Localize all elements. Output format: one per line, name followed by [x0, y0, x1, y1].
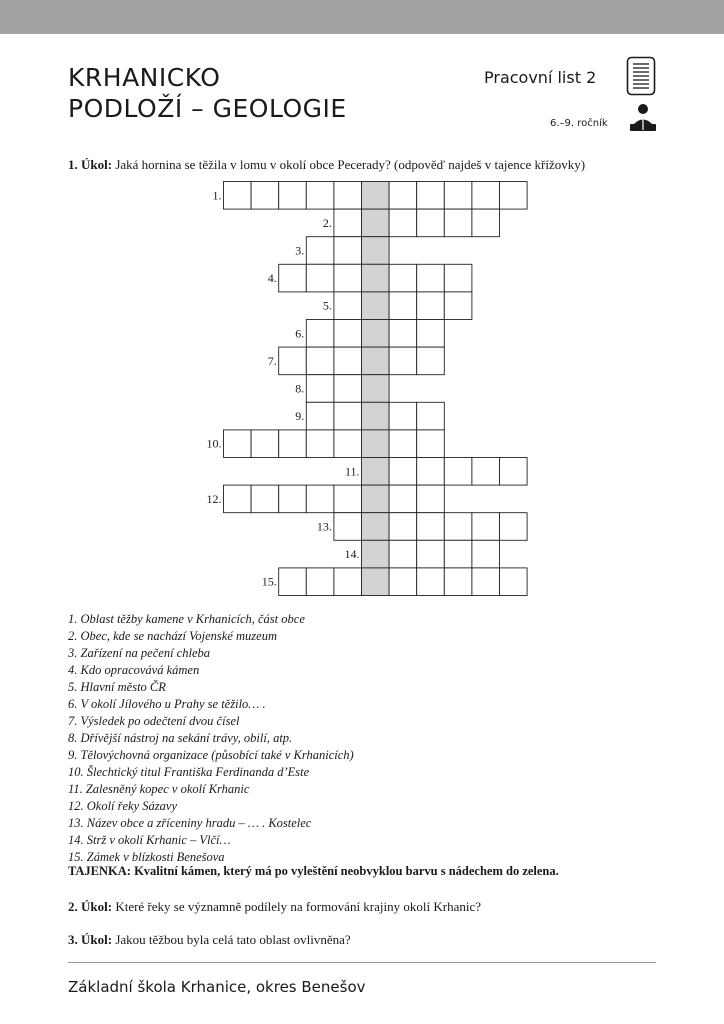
crossword-cell[interactable] [389, 568, 417, 596]
crossword-cell[interactable] [279, 568, 307, 596]
crossword-cell[interactable] [389, 347, 417, 375]
footer-divider [68, 962, 656, 963]
crossword-cell[interactable] [251, 182, 279, 210]
crossword-cell[interactable] [224, 182, 252, 210]
crossword-cell[interactable] [472, 458, 500, 486]
crossword-cell[interactable] [444, 292, 472, 320]
crossword-cell[interactable] [334, 430, 362, 458]
crossword-cell[interactable] [334, 568, 362, 596]
notepad-icon [626, 56, 656, 96]
reading-person-icon [628, 103, 658, 133]
row-number: 8. [295, 381, 305, 396]
tajenka-cell[interactable] [362, 375, 390, 403]
tajenka-cell[interactable] [362, 182, 390, 210]
crossword-cell[interactable] [279, 430, 307, 458]
task-1-text: Jaká hornina se těžila v lomu v okolí obce Pecerady? (odpověď najdeš v tajence křížovky) [112, 157, 586, 172]
crossword-cell[interactable] [417, 540, 445, 568]
row-number: 12. [206, 491, 222, 506]
tajenka-cell[interactable] [362, 347, 390, 375]
crossword-cell[interactable] [334, 485, 362, 513]
crossword-cell[interactable] [444, 568, 472, 596]
crossword-cell[interactable] [279, 347, 307, 375]
crossword-cell[interactable] [444, 540, 472, 568]
crossword-cell[interactable] [306, 375, 334, 403]
crossword-cell[interactable] [306, 264, 334, 292]
tajenka-cell[interactable] [362, 458, 390, 486]
crossword-cell[interactable] [417, 347, 445, 375]
crossword-cell[interactable] [444, 209, 472, 237]
task-2-label: 2. Úkol: [68, 899, 113, 914]
row-number: 7. [267, 353, 277, 368]
crossword-cell[interactable] [500, 568, 528, 596]
clue-item: 9. Tělovýchovná organizace (působící také v Krhanicích) [68, 748, 354, 762]
crossword-cell[interactable] [334, 209, 362, 237]
crossword-cell[interactable] [500, 182, 528, 210]
crossword-cell[interactable] [389, 182, 417, 210]
crossword-cell[interactable] [500, 513, 528, 541]
crossword-cell[interactable] [251, 430, 279, 458]
clue-item: 7. Výsledek po odečtení dvou čísel [68, 714, 240, 728]
tajenka-cell[interactable] [362, 320, 390, 348]
clue-item: 10. Šlechtický titul Františka Ferdinanda d’Este [68, 765, 310, 779]
crossword-cell[interactable] [444, 182, 472, 210]
clue-item: 1. Oblast těžby kamene v Krhanicích, část obce [68, 612, 305, 626]
crossword-cell[interactable] [306, 347, 334, 375]
crossword-cell[interactable] [417, 568, 445, 596]
crossword-cell[interactable] [334, 264, 362, 292]
crossword-cell[interactable] [472, 540, 500, 568]
crossword-cell[interactable] [389, 485, 417, 513]
crossword-cell[interactable] [500, 458, 528, 486]
row-number: 10. [206, 436, 222, 451]
crossword-cell[interactable] [389, 458, 417, 486]
tajenka-cell[interactable] [362, 237, 390, 265]
crossword-cell[interactable] [472, 209, 500, 237]
crossword-cell[interactable] [334, 513, 362, 541]
row-number: 3. [295, 243, 305, 258]
row-number: 15. [261, 574, 277, 589]
crossword-cell[interactable] [472, 513, 500, 541]
task-3-text: Jakou těžbou byla celá tato oblast ovlivněna? [112, 932, 351, 947]
crossword-cell[interactable] [417, 182, 445, 210]
row-number: 14. [344, 547, 360, 562]
crossword-cell[interactable] [334, 182, 362, 210]
crossword-cell[interactable] [224, 485, 252, 513]
crossword-cell[interactable] [389, 209, 417, 237]
crossword-cell[interactable] [279, 182, 307, 210]
tajenka-cell[interactable] [362, 568, 390, 596]
crossword-cell[interactable] [334, 292, 362, 320]
clue-item: 4. Kdo opracovává kámen [68, 663, 200, 677]
crossword-cell[interactable] [417, 292, 445, 320]
task-3 [68, 932, 351, 948]
crossword-cell[interactable] [334, 402, 362, 430]
clue-list [68, 611, 354, 866]
tajenka-cell[interactable] [362, 485, 390, 513]
tajenka-cell[interactable] [362, 540, 390, 568]
crossword-cell[interactable] [417, 513, 445, 541]
footer-school: Základní škola Krhanice, okres Benešov [68, 978, 366, 996]
crossword-cell[interactable] [306, 320, 334, 348]
tajenka-text: TAJENKA: Kvalitní kámen, který má po vyleštění neobvyklou barvu s nádechem do zelena. [68, 864, 559, 878]
crossword-cell[interactable] [389, 430, 417, 458]
crossword-cell[interactable] [334, 347, 362, 375]
tajenka-cell[interactable] [362, 513, 390, 541]
crossword-cell[interactable] [306, 402, 334, 430]
crossword-cell[interactable] [389, 320, 417, 348]
clue-item: 2. Obec, kde se nachází Vojenské muzeum [68, 629, 277, 643]
title-line-2: PODLOŽÍ – GEOLOGIE [68, 94, 347, 123]
clue-item: 15. Zámek v blízkosti Benešova [68, 850, 225, 864]
crossword-cell[interactable] [306, 485, 334, 513]
crossword-cell[interactable] [444, 458, 472, 486]
crossword-cell[interactable] [389, 292, 417, 320]
title-line-1: KRHANICKO [68, 63, 221, 92]
row-number: 1. [212, 188, 222, 203]
clue-item: 11. Zalesněný kopec v okolí Krhanic [68, 782, 250, 796]
clue-item: 5. Hlavní město ČR [68, 680, 166, 694]
crossword-cell[interactable] [417, 209, 445, 237]
page-title [68, 62, 347, 124]
clue-item: 8. Dřívější nástroj na sekání trávy, obilí, atp. [68, 731, 293, 745]
crossword-cell[interactable] [306, 568, 334, 596]
crossword-cell[interactable] [417, 402, 445, 430]
clue-item: 3. Zařízení na pečení chleba [68, 646, 210, 660]
row-number: 11. [344, 464, 360, 479]
row-number: 13. [316, 519, 332, 534]
crossword-cell[interactable] [389, 402, 417, 430]
tajenka-cell[interactable] [362, 292, 390, 320]
tajenka-cell[interactable] [362, 209, 390, 237]
top-bar [0, 0, 724, 34]
crossword-cell[interactable] [417, 430, 445, 458]
row-number: 2. [322, 215, 332, 230]
crossword-cell[interactable] [251, 485, 279, 513]
task-1 [68, 157, 585, 173]
crossword-cell[interactable] [334, 320, 362, 348]
tajenka-cell[interactable] [362, 430, 390, 458]
crossword-cell[interactable] [224, 430, 252, 458]
crossword-cell[interactable] [444, 513, 472, 541]
crossword-cell[interactable] [389, 264, 417, 292]
crossword-cell[interactable] [279, 485, 307, 513]
crossword-cell[interactable] [472, 568, 500, 596]
crossword-cell[interactable] [306, 182, 334, 210]
crossword-cell[interactable] [417, 485, 445, 513]
task-2-text: Které řeky se významně podílely na formování krajiny okolí Krhanic? [112, 899, 481, 914]
crossword-cell[interactable] [417, 264, 445, 292]
task-1-label: 1. Úkol: [68, 157, 113, 172]
clue-item: 6. V okolí Jílového u Prahy se těžilo… . [68, 697, 266, 711]
crossword-cell[interactable] [417, 320, 445, 348]
tajenka-cell[interactable] [362, 264, 390, 292]
grade-label: 6.–9. ročník [550, 118, 608, 129]
crossword-cell[interactable] [279, 264, 307, 292]
crossword-cell[interactable] [334, 237, 362, 265]
worksheet-label: Pracovní list 2 [484, 68, 597, 87]
row-number: 5. [322, 298, 332, 313]
clue-item: 12. Okolí řeky Sázavy [68, 799, 177, 813]
crossword-cell[interactable] [444, 264, 472, 292]
clue-item: 14. Strž v okolí Krhanic – Vlčí… [68, 833, 231, 847]
crossword-cell[interactable] [389, 540, 417, 568]
tajenka-cell[interactable] [362, 402, 390, 430]
crossword-cell[interactable] [389, 513, 417, 541]
task-2 [68, 899, 481, 915]
crossword-cell[interactable] [417, 458, 445, 486]
crossword-cell[interactable] [334, 375, 362, 403]
row-number: 6. [295, 326, 305, 341]
clue-item: 13. Název obce a zříceniny hradu – … . Kostelec [68, 816, 312, 830]
crossword-cell[interactable] [306, 237, 334, 265]
crossword-cell[interactable] [472, 182, 500, 210]
row-number: 4. [267, 271, 277, 286]
task-3-label: 3. Úkol: [68, 932, 113, 947]
row-number: 9. [295, 409, 305, 424]
crossword-cell[interactable] [306, 430, 334, 458]
